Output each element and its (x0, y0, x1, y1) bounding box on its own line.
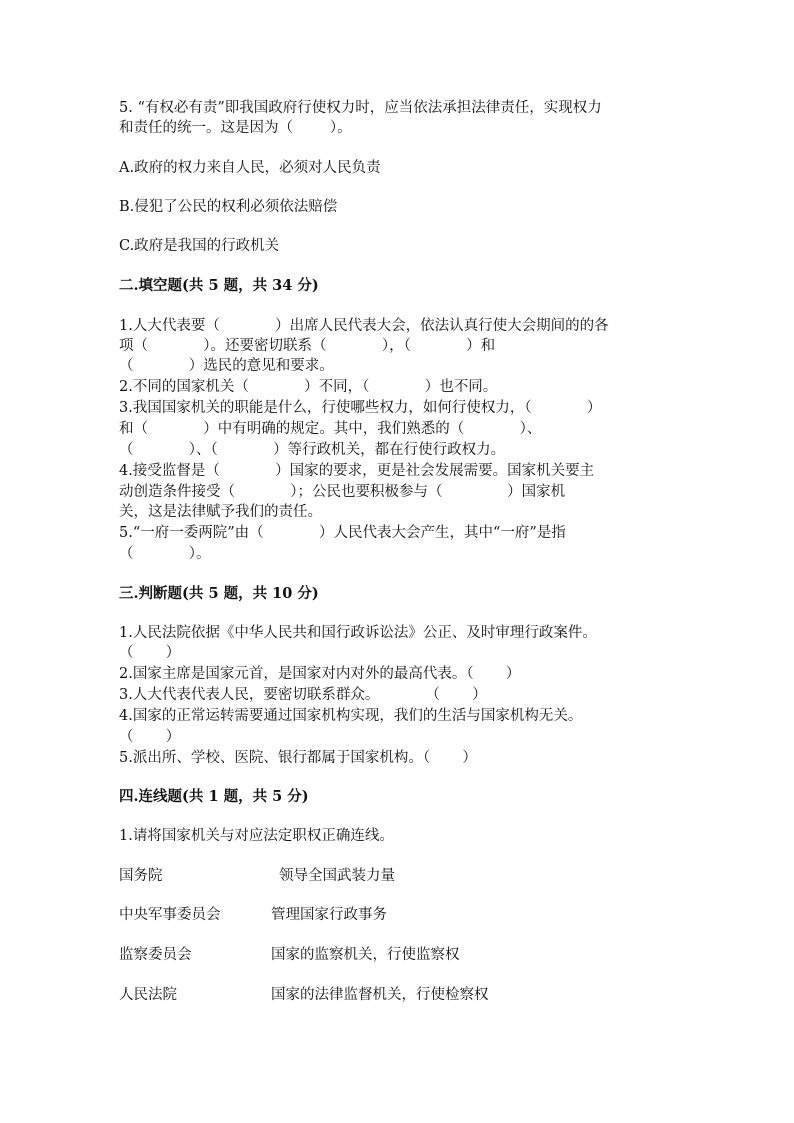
matching-question: 1.请将国家机关与对应法定职权正确连线。 (119, 828, 394, 844)
fill-blank-line: 关，这是法律赋予我们的责任。 (119, 504, 322, 520)
fill-blank-line: 5.“一府一委两院”由（ ）人民代表大会产生，其中“一府”是指 (119, 525, 566, 541)
matching-left-item: 监察委员会 (119, 947, 192, 963)
matching-right-item: 国家的法律监督机关，行使检察权 (271, 987, 489, 1003)
true-false-line: 1.人民法院依据《中华人民共和国行政诉讼法》公正、及时审理行政案件。 (119, 625, 597, 641)
fill-blank-line: 项（ ）。还要密切联系（ ），（ ）和 (119, 338, 496, 354)
q5-option-c: C.政府是我国的行政机关 (119, 238, 280, 254)
matching-right-item: 国家的监察机关，行使监察权 (271, 947, 460, 963)
section-title-true-false: 三.判断题(共 5 题，共 10 分) (119, 585, 319, 602)
fill-blank-line: （ ）、（ ）等行政机关，都在行使行政权力。 (119, 442, 506, 458)
fill-blank-line: 和（ ）中有明确的规定。其中，我们熟悉的（ ）、 (119, 421, 542, 437)
true-false-line: 2.国家主席是国家元首，是国家对内对外的最高代表。（ ） (119, 666, 521, 682)
fill-blank-line: 3.我国国家机关的职能是什么，行使哪些权力，如何行使权力，（ ） (119, 400, 602, 416)
fill-blank-line: （ ）选民的意见和要求。 (119, 358, 334, 374)
matching-left-item: 国务院 (119, 868, 163, 884)
true-false-line: 5.派出所、学校、医院、银行都属于国家机构。（ ） (119, 750, 477, 766)
fill-blank-line: 1.人大代表要（ ）出席人民代表大会，依法认真行使大会期间的的各 (119, 318, 609, 334)
matching-right-item: 领导全国武装力量 (279, 868, 395, 884)
true-false-line: （ ） (119, 729, 181, 745)
true-false-line: 4.国家的正常运转需要通过国家机构实现，我们的生活与国家机构无关。 (119, 708, 583, 724)
fill-blank-line: 4.接受监督是（ ）国家的要求，更是社会发展需要。国家机关要主 (119, 463, 595, 479)
matching-left-item: 人民法院 (119, 987, 177, 1003)
matching-left-item: 中央军事委员会 (119, 907, 221, 923)
section-title-matching: 四.连线题(共 1 题，共 5 分) (119, 788, 309, 805)
section-title-fill-blank: 二.填空题(共 5 题，共 34 分) (119, 277, 319, 294)
q5-option-b: B.侵犯了公民的权利必须依法赔偿 (119, 199, 338, 215)
true-false-line: （ ） (119, 645, 181, 661)
fill-blank-line: （ ）。 (119, 546, 211, 562)
q5-option-a: A.政府的权力来自人民，必须对人民负责 (119, 160, 381, 176)
q5-stem-line-1: 5. “有权必有责”即我国政府行使权力时，应当依法承担法律责任，实现权力 (119, 100, 602, 116)
fill-blank-line: 动创造条件接受（ ）；公民也要积极参与（ ）国家机 (119, 484, 566, 500)
q5-stem-line-2: 和责任的统一。这是因为（ ）。 (119, 120, 352, 136)
fill-blank-line: 2.不同的国家机关（ ）不同，（ ）也不同。 (119, 379, 498, 395)
matching-right-item: 管理国家行政事务 (271, 907, 387, 923)
true-false-line: 3.人大代表代表人民，要密切联系群众。 （ ） (119, 687, 487, 703)
